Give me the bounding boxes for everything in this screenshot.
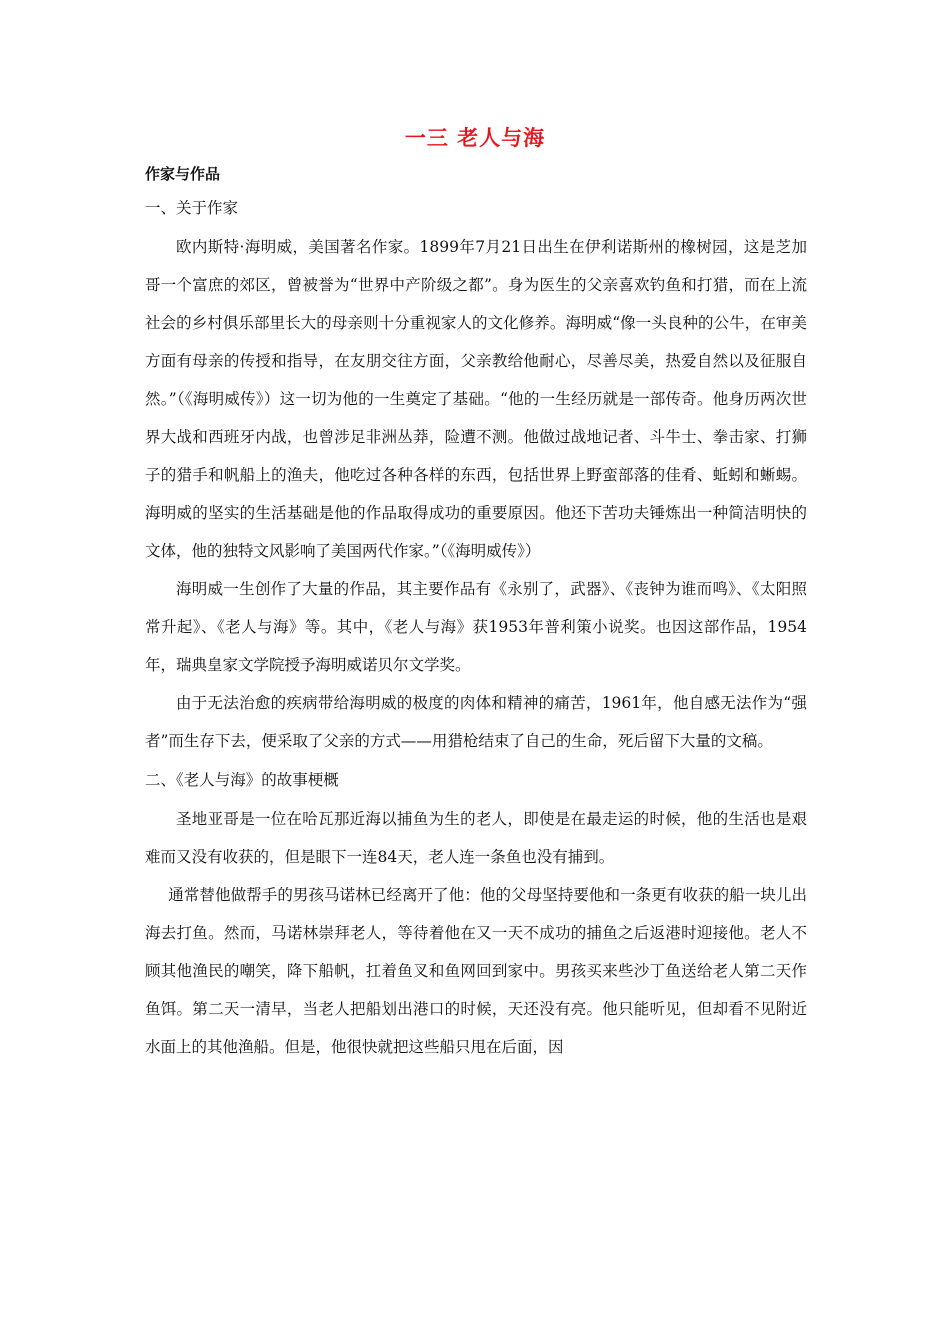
paragraph-death: 由于无法治愈的疾病带给海明威的极度的肉体和精神的痛苦，1961年，他自感无法作为“强者”而生存下去，便采取了父亲的方式——用猎枪结束了自己的生命，死后留下大量的文稿。 [145, 694, 807, 750]
paragraph-about-author: 欧内斯特·海明威，美国著名作家。1899年7月21日出生在伊利诺斯州的橡树园，这是芝加哥一个富庶的郊区，曾被誉为“世界中产阶级之都”。身为医生的父亲喜欢钓鱼和打猎，而在上流社会的乡村俱乐部里长大的母亲则十分重视家人的文化修养。海明威“像一头良种的公牛，在审美方面有母亲的传授和指导，在友朋交往方面，父亲教给他耐心，尽善尽美，热爱自然以及征服自然。”（《海明威传》）这一切为他的一生奠定了基础。“他的一生经历就是一部传奇。他身历两次世界大战和西班牙内战，也曾涉足非洲丛莽，险遭不测。他做过战地记者、斗牛士、拳击家、打狮子的猎手和帆船上的渔夫，他吃过各种各样的东西，包括世界上野蛮部落的佳肴、蚯蚓和蜥蜴。海明威的坚实的生活基础是他的作品取得成功的重要原因。他还下苦功夫锤炼出一种简洁明快的文体，他的独特文风影响了美国两代作家。”（《海明威传》） [145, 238, 807, 560]
document-title: 一三 老人与海 [404, 126, 546, 150]
paragraph-story-intro: 圣地亚哥是一位在哈瓦那近海以捕鱼为生的老人，即使是在最走运的时候，他的生活也是艰难而又没有收获的，但是眼下一连84天，老人连一条鱼也没有捕到。 [145, 810, 807, 866]
section-heading: 作家与作品 [145, 165, 221, 183]
paragraph-story-boy: 通常替他做帮手的男孩马诺林已经离开了他：他的父母坚持要他和一条更有收获的船一块儿出海去打鱼。然而，马诺林崇拜老人，等待着他在又一天不成功的捕鱼之后返港时迎接他。老人不顾其他渔民的嘲笑，降下船帆，扛着鱼叉和鱼网回到家中。男孩买来些沙丁鱼送给老人第二天作鱼饵。第二天一清早，当老人把船划出港口的时候，天还没有亮。他只能听见，但却看不见附近水面上的其他渔船。但是，他很快就把这些船只甩在后面，因 [145, 886, 807, 1056]
paragraph-major-works: 海明威一生创作了大量的作品，其主要作品有《永别了，武器》、《丧钟为谁而鸣》、《太阳照常升起》、《老人与海》等。其中，《老人与海》获1953年普利策小说奖。也因这部作品，1954年，瑞典皇家文学院授予海明威诺贝尔文学奖。 [145, 580, 807, 674]
part2-heading: 二、《老人与海》的故事梗概 [145, 771, 339, 789]
document-body [145, 160, 807, 1066]
part1-heading: 一、关于作家 [145, 199, 239, 217]
